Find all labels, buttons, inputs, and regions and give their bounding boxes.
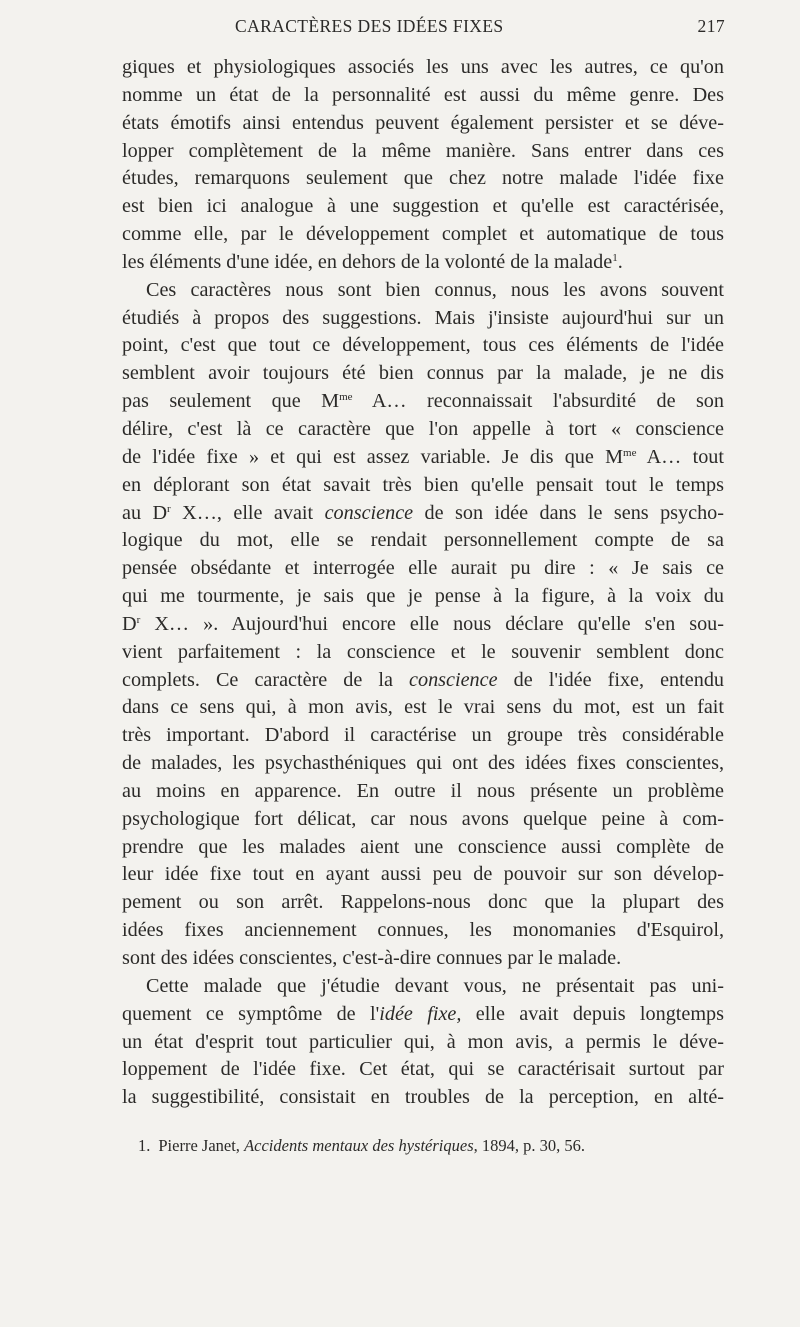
footnote: 1. Pierre Janet, Accidents mentaux des hystériques, 1894, p. 30, 56. xyxy=(138,1136,585,1155)
text-line: dans ce sens qui, à mon avis, est le vrai sens du mot, est un fait xyxy=(122,696,724,719)
text-line: $D^r$ X… ». Aujourd'hui encore elle nous déclare qu'elle s'en sou- xyxy=(122,612,724,635)
text-line: semblent avoir toujours été bien connus par la malade, je ne dis xyxy=(122,362,724,385)
text-line: leur idée fixe tout en ayant aussi peu de pouvoir sur son dévelop- xyxy=(122,863,724,886)
text-line: sont des idées conscientes, c'est-à-dire connues par le malade. xyxy=(122,947,622,969)
text-line: logique du mot, elle se rendait personnellement compte de sa xyxy=(122,529,724,552)
running-title: CARACTÈRES DES IDÉES FIXES xyxy=(235,16,504,36)
text-line: les éléments d'une idée, en dehors de la volonté de la malade$^1$. xyxy=(122,250,623,273)
text-line: délire, c'est là ce caractère que l'on appelle à tort « conscience xyxy=(122,417,724,440)
text-line: idées fixes anciennement connues, les monomanies d'Esquirol, xyxy=(122,919,724,942)
text-line: en déplorant son état savait très bien qu'elle pensait tout le temps xyxy=(122,473,724,496)
text-line: pensée obsédante et interrogée elle aurait pu dire : « Je sais ce xyxy=(122,557,724,580)
text-line: de malades, les psychasthéniques qui ont des idées fixes conscientes, xyxy=(122,752,724,775)
footnote-marker[interactable]: 1 xyxy=(612,251,618,264)
text-line: psychologique fort délicat, car nous avons quelque peine à com- xyxy=(122,807,724,830)
text-line: très important. D'abord il caractérise un groupe très considérable xyxy=(122,724,724,747)
text-line: études, remarquons seulement que chez notre malade l'idée fixe xyxy=(122,167,724,190)
text-line: point, c'est que tout ce développement, tous ces éléments de l'idée xyxy=(122,334,724,357)
text-line: la suggestibilité, consistait en troubles de la perception, en alté- xyxy=(122,1086,724,1109)
text-line: états émotifs ainsi entendus peuvent également persister et se déve- xyxy=(122,111,724,134)
text-line: Ces caractères nous sont bien connus, nous les avons souvent xyxy=(146,278,724,301)
text-line: nomme un état de la personnalité est aussi du même genre. Des xyxy=(122,83,724,106)
text-line: au $D^r$ X…, elle avait conscience de son idée dans le sens psycho- xyxy=(122,501,724,524)
text-line: giques et physiologiques associés les uns avec les autres, ce qu'on xyxy=(122,56,724,78)
text-line: Cette malade que j'étudie devant vous, ne présentait pas uni- xyxy=(146,974,724,997)
text-line: qui me tourmente, je sais que je pense à la figure, à la voix du xyxy=(122,585,724,608)
text-line: pas seulement que $M^{me}$ A… reconnaissait l'absurdité de son xyxy=(122,390,724,413)
text-line: complets. Ce caractère de la conscience de l'idée fixe, entendu xyxy=(122,668,725,691)
text-line: un état d'esprit tout particulier qui, à mon avis, a permis le déve- xyxy=(122,1030,724,1053)
text-line: de l'idée fixe » et qui est assez variable. Je dis que $M^{me}$ A… tout xyxy=(122,445,724,468)
text-line: lopper complètement de la même manière. Sans entrer dans ces xyxy=(122,139,724,162)
footnote-title: Accidents mentaux des hystériques xyxy=(244,1136,474,1155)
running-header xyxy=(235,16,725,42)
text-line: au moins en apparence. En outre il nous présente un problème xyxy=(122,779,724,802)
text-line: est bien ici analogue à une suggestion et qu'elle est caractérisée, xyxy=(122,195,724,218)
footnote-number: 1. xyxy=(138,1136,151,1155)
text-line: vient parfaitement : la conscience et le souvenir semblent donc xyxy=(122,640,724,663)
text-line: loppement de l'idée fixe. Cet état, qui se caractérisait surtout par xyxy=(122,1058,724,1081)
text-line: comme elle, par le développement complet et automatique de tous xyxy=(122,223,724,246)
page-number: 217 xyxy=(697,16,725,36)
text-line: pement ou son arrêt. Rappelons-nous donc que la plupart des xyxy=(122,891,724,914)
text-line: prendre que les malades aient une conscience aussi complète de xyxy=(122,835,724,858)
text-line: étudiés à propos des suggestions. Mais j'insiste aujourd'hui sur un xyxy=(122,306,724,329)
text-line: quement ce symptôme de l'idée fixe, elle avait depuis longtemps xyxy=(122,1002,725,1025)
body-text xyxy=(122,54,724,1112)
